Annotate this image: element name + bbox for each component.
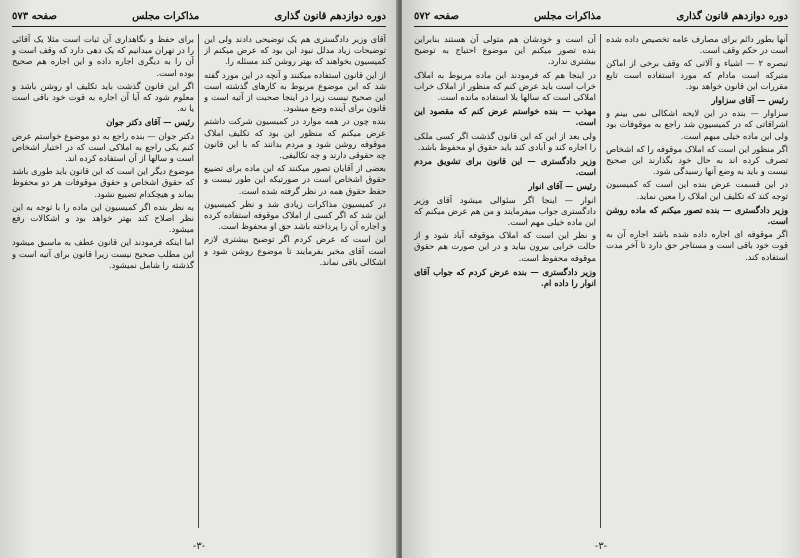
speaker-heading: رئیس — آقای انوار [528,181,596,192]
text-paragraph: آنها بطور دائم برای مصارف عامه تخصیص داده شده است در حکم وقف است. [606,34,788,56]
right-page [402,0,800,558]
left-journal-label: مذاکرات مجلس [132,10,200,22]
text-paragraph: موضوع دیگر این است که این قانون باید طوری باشد که حقوق اشخاص و حقوق موقوفات هر دو محفوظ بماند و هیچکدام تضییع نشود. [12,166,194,199]
speaker-heading: رئیس — آقای سزاوار [711,95,788,106]
text-paragraph: اگر منظور این است که املاک موقوفه را که اشخاص تصرف کرده اند به حال خود بگذارند این صحیح نیست و باید به وضع آنها رسیدگی شود. [606,143,788,177]
right-page-number: -٣- [594,541,608,552]
left-page-number: -٣- [192,541,206,552]
left-page-right-column [204,34,386,532]
text-paragraph: اگر موقوفه ای اجاره داده شده باشد اجاره آن به قوت خود باقی است و مستاجر حق دارد تا آخر مدت استفاده کند. [606,229,788,262]
text-paragraph: و نظر این است که املاک موقوفه آباد شود و از حالت خرابی بیرون بیاید و در این صورت هم حقوق موقوفه محفوظ است. [414,230,596,263]
speaker-heading: وزیر دادگستری — بنده تصور میکنم که ماده روشن است. [606,204,788,227]
right-page-right-column [606,34,788,532]
text-paragraph: ولی بعد از این که این قانون گذشت اگر کسی ملکی را اجاره کند و آبادی کند باید حقوق او محفوظ باشد. [414,130,596,152]
text-paragraph: تبصره ۲ — اشیاء و آلاتی که وقف برخی از اماکن متبرکه است مادام که مورد استفاده است تابع مقررات این قانون خواهد بود. [606,58,788,91]
text-paragraph: اما اینکه فرمودند این قانون عطف به ماسبق میشود این مطلب صحیح نیست زیرا قانون برای آتیه است و گذشته را شامل نمیشود. [12,237,194,270]
text-paragraph: اگر این قانون گذشت باید تکلیف او روشن باشد و معلوم شود که آیا آن اجاره به قوت خود باقی است یا نه. [12,80,194,114]
speaker-heading: وزیر دادگستری — بنده عرض کردم که جواب آقای انوار را داده ام. [414,266,596,289]
text-paragraph: آن است و خودشان هم متولی آن هستند بنابراین بنده تصور میکنم این موضوع احتیاج به توضیح بیشتری ندارد. [414,34,596,67]
text-paragraph: در اینجا هم که فرمودند این ماده مربوط به املاک خراب است باید عرض کنم که منظور از املاک خراب املاکی است که سالها بلا استفاده مانده است. [414,69,596,103]
text-paragraph: انوار — اینجا اگر سئوالی میشود آقای وزیر دادگستری جواب میفرمایند و من هم عرض میکنم که این ماده خیلی مهم است. [414,194,596,228]
right-page-header [414,6,788,27]
text-paragraph: برای حفظ و نگاهداری آن ثبات است مثلا یک آقائی را در تهران میدانیم که یک دهی دارد که وقف است و آن را به دیگری اجاره داده و این اجاره هم صحیح بوده است. [12,34,194,78]
text-paragraph: از این قانون استفاده میکنند و آنچه در این مورد گفته شد که این موضوع مربوط به کارهای گذشته است این صحیح نیست زیرا در اینجا صحبت از آتیه است و قانون برای آینده وضع میشود. [204,69,386,114]
text-paragraph: در این قسمت عرض بنده این است که کمیسیون توجه کند که تکلیف این املاک را معین نماید. [606,179,788,201]
speaker-heading: رئیس — آقای دکتر جوان [106,117,194,128]
right-session-label: دوره دوازدهم قانون گذاری [676,10,788,22]
speaker-heading: مهذب — بنده خواستم عرض کنم که مقصود این است. [414,106,596,128]
speaker-heading: وزیر دادگستری — این قانون برای تشویق مردم است. [414,156,596,178]
text-paragraph: آقای وزیر دادگستری هم یک توضیحی دادند ولی این توضیحات زیاد مدلل نبود این بود که عرض میکنم از کمیسیون بخواهند که بهتر روشن کند مسئله را. [204,34,386,67]
text-paragraph: دکتر جوان — بنده راجع به دو موضوع خواستم عرض کنم یکی راجع به املاکی است که در اختیار اشخاص است و سالها از آن استفاده کرده اند. [12,130,194,164]
left-session-label: دوره دوازدهم قانون گذاری [274,10,386,22]
text-paragraph: بنده چون در همه موارد در کمیسیون شرکت داشتم عرض میکنم که منظور این بود که تکلیف املاک موقوفه روشن شود و مردم بدانند که با این قانون چه حقوقی دارند و چه تکالیفی. [204,116,386,161]
text-paragraph: بعضی از آقایان تصور میکنند که این ماده برای تضییع حقوق اشخاص است در صورتیکه این طور نیست و حفظ حقوق همه در نظر گرفته شده است. [204,163,386,196]
text-paragraph: سزاوار — بنده در این لایحه اشکالی نمی بینم و اشراقاتی که در کمیسیون شد راجع به موقوفات بود ولی این ماده خیلی مبهم است. [606,108,788,141]
left-page [0,0,398,558]
right-page-label: صفحه ٥٧٢ [414,10,459,22]
text-paragraph: این است که عرض کردم اگر توضیح بیشتری لازم است آقای مخبر بفرمایند تا موضوع روشن شود و اشکالی باقی نماند. [204,234,386,267]
text-paragraph: در کمیسیون مذاکرات زیادی شد و نظر کمیسیون این شد که اگر کسی از املاک موقوفه استفاده کرده و اجاره آن را پرداخته باشد حق او محفوظ است. [204,198,386,232]
left-page-label: صفحه ٥٧٣ [12,10,57,22]
left-page-left-column [12,34,194,532]
right-journal-label: مذاکرات مجلس [534,10,602,22]
text-paragraph: به نظر بنده اگر کمیسیون این ماده را با توجه به این نظر اصلاح کند بهتر خواهد بود و اشکالات رفع میشود. [12,201,194,235]
right-page-left-column [414,34,596,532]
left-page-header [12,6,386,27]
